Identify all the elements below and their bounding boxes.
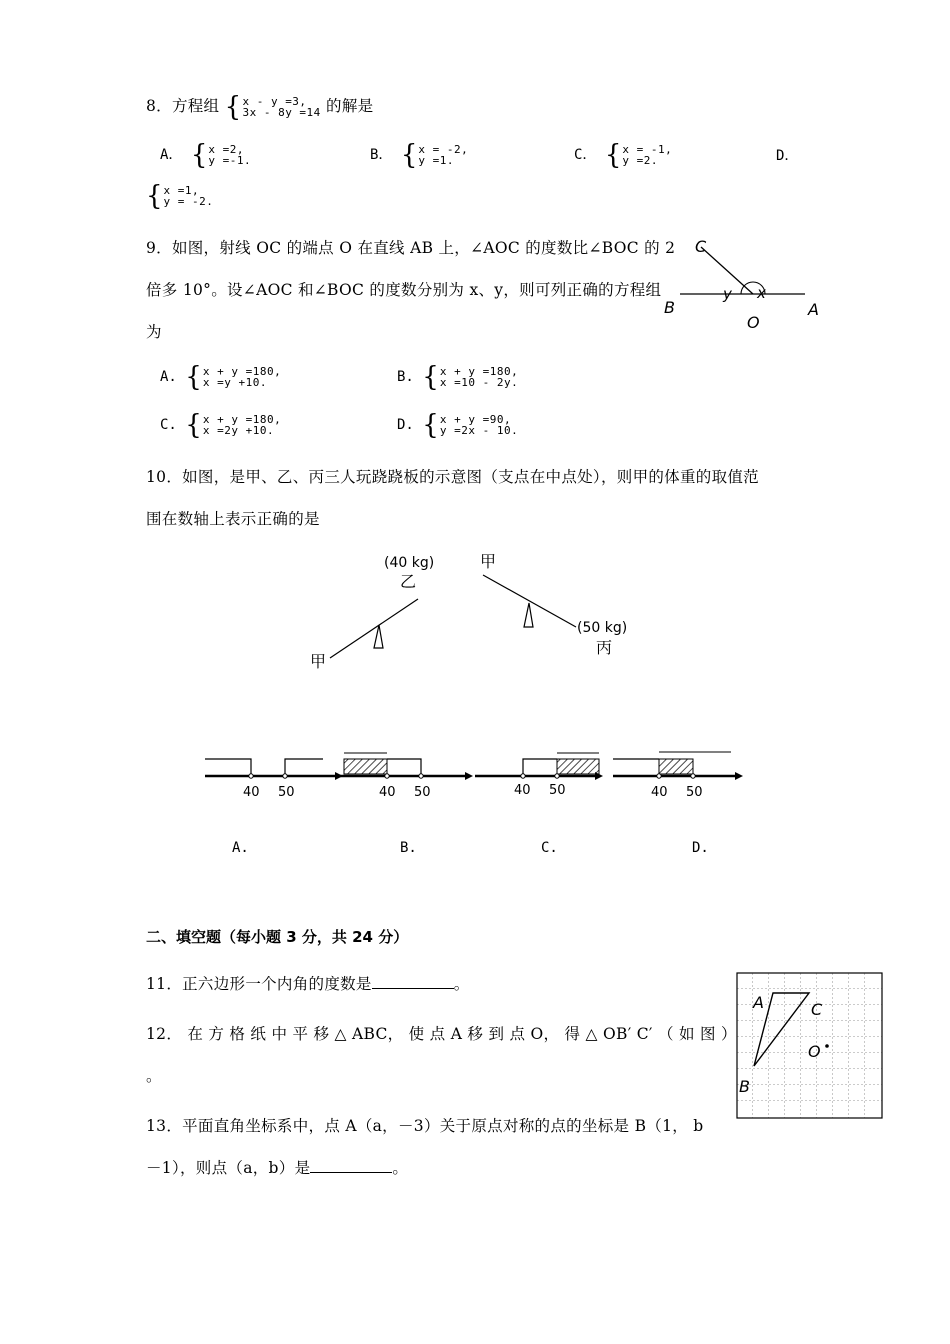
q8-system [224,91,321,123]
option-label: D． [776,148,799,164]
axis-d-tick-50: 50 [686,785,703,800]
axis-b-tick-50: 50 [414,785,431,800]
q11-answer-blank[interactable] [372,974,454,989]
axis-c[interactable] [475,753,603,798]
option-system [604,139,673,171]
axis-b-point-40 [385,774,389,778]
brace-icon: { [185,361,202,393]
option-eq2: x =2y +10. [202,424,275,437]
q12-grid-figure [735,971,885,1121]
axis-b[interactable] [340,753,473,800]
q12-line2: 。 [146,1067,162,1085]
point-o [825,1044,829,1048]
option-eq2: x =10 - 2y. [439,376,519,389]
axis-a-tick-40: 40 [243,785,260,800]
q9-line1: 9．如图，射线 OC 的端点 O 在直线 AB 上，∠AOC 的度数比∠BOC 的 2 [146,239,676,257]
brace-icon: { [146,180,163,212]
axis-b-ray [387,759,421,776]
axis-a-left-ray [205,759,251,776]
axis-b-point-50 [419,774,423,778]
label-c: C [695,237,707,256]
option-eq2: y =2x - 10. [439,424,519,437]
q13-line1: 13．平面直角坐标系中，点 A（a，－3）关于原点对称的点的坐标是 B（1， b [146,1117,704,1135]
option-lines [208,144,251,166]
q13-prefix: －1），则点（a，b）是 [146,1159,311,1177]
label-y: y [723,285,732,303]
brace-icon: { [422,409,439,441]
q8-eq1: x - y =3, [242,95,307,108]
q9-option-a[interactable] [160,361,282,393]
option-eq1: x =2, [208,143,245,156]
option-label: B． [370,147,393,163]
q8-option-c[interactable] [574,139,673,171]
option-label: D. [397,417,414,433]
q9-option-b[interactable] [397,361,519,393]
q10-option-c[interactable]: C. [541,840,558,856]
arrow-icon [465,772,473,780]
label-x: x [757,284,766,302]
q11-suffix: 。 [453,975,470,993]
axis-d-tick-40: 40 [651,785,668,800]
arrow-icon [735,772,743,780]
option-eq1: x + y =180, [202,365,282,378]
q8-prefix: 8．方程组 [146,97,220,115]
axis-c-ray [523,759,557,776]
axis-a-tick-50: 50 [278,785,295,800]
q13-suffix: 。 [392,1159,409,1177]
option-eq2: y =2. [622,154,659,167]
option-system [185,409,282,441]
option-system [400,139,469,171]
seesaw-right-top-label: 甲 [480,552,497,571]
axis-a-right-ray [285,759,323,776]
option-lines [440,366,518,388]
q10-line1: 10．如图，是甲、乙、丙三人玩跷跷板的示意图（支点在中点处），则甲的体重的取值范 [146,468,759,486]
q9-line2: 倍多 10°。设∠AOC 和∠BOC 的度数分别为 x、y，则可列正确的方程组 [146,281,662,299]
q8-eq2: 3x - 8y =14 [242,106,321,119]
option-eq1: x + y =180, [439,365,519,378]
option-lines [203,414,281,436]
option-label: A． [160,147,183,163]
q9-line3: 为 [146,323,162,341]
option-system [185,361,282,393]
seesaw-left-board [330,599,418,658]
q8-system-lines [242,96,320,118]
label-a: A [753,993,764,1012]
option-eq1: x =1, [163,184,200,197]
option-eq2: x =y +10. [202,376,267,389]
q11 [146,972,470,994]
option-label: A. [160,369,177,385]
option-label: C． [574,147,597,163]
seesaw-left-fulcrum [374,625,383,648]
q9-option-c[interactable] [160,409,282,441]
axis-a[interactable] [205,759,343,800]
option-system [422,409,519,441]
axis-b-tick-40: 40 [379,785,396,800]
seesaw-left-bottom-label: 甲 [310,652,327,671]
option-eq1: x + y =90, [439,413,512,426]
seesaw-right-bottom-label: 丙 [596,638,613,657]
option-eq1: x = -2, [418,143,469,156]
q10-option-d[interactable]: D. [692,840,709,856]
axis-a-point-50 [283,774,287,778]
option-eq2: y =1. [418,154,455,167]
seesaw-left-weight: (40 kg) [384,555,435,571]
q10-number-lines [195,735,755,810]
seesaw-right-board [483,575,576,627]
q8-option-a[interactable] [160,139,252,171]
q8-option-d[interactable] [146,180,214,212]
q12-line1: 12． 在 方 格 纸 中 平 移 △ ABC， 使 点 A 移 到 点 O， 得 △ OB′ C′ （ 如 图 ） [146,1025,737,1043]
label-o: O [747,313,760,332]
option-lines [203,366,281,388]
axis-c-point-40 [521,774,525,778]
axis-a-point-40 [249,774,253,778]
q10-line2: 围在数轴上表示正确的是 [146,510,320,528]
axis-c-hatched [557,759,599,774]
brace-icon: { [190,139,208,171]
q10-seesaw-figure [300,545,650,680]
q9-option-d[interactable] [397,409,519,441]
q10-option-b[interactable]: B. [400,840,417,856]
brace-icon: { [422,361,439,393]
option-system [190,139,252,171]
option-lines [164,185,214,207]
option-system [422,361,519,393]
axis-c-point-50 [555,774,559,778]
axis-d-hatched [659,759,693,774]
label-a: A [808,300,819,319]
option-eq2: y =-1. [208,154,252,167]
option-eq1: x + y =180, [202,413,282,426]
q11-prefix: 11．正六边形一个内角的度数是 [146,975,372,993]
label-o: O [808,1042,821,1061]
q8-stem [146,91,374,123]
q8-option-d-label[interactable] [776,145,798,165]
axis-d-point-40 [657,774,661,778]
q8-option-b[interactable] [370,139,469,171]
q13-line2 [146,1156,408,1178]
axis-d[interactable] [613,752,743,800]
axis-c-tick-40: 40 [514,783,531,798]
brace-icon: { [400,139,418,171]
section-title: 二、填空题（每小题 3 分，共 24 分） [146,928,409,946]
option-eq1: x = -1, [622,143,673,156]
label-b: B [739,1077,750,1096]
q8-suffix: 的解是 [326,97,374,115]
axis-b-hatched [344,759,387,774]
seesaw-right-fulcrum [524,603,533,627]
option-system [146,180,214,212]
option-lines [440,414,518,436]
seesaw-left-top-label: 乙 [400,572,417,591]
option-eq2: y = -2. [163,195,214,208]
brace-icon: { [185,409,202,441]
option-lines [622,144,672,166]
option-lines [418,144,468,166]
axis-d-point-50 [691,774,695,778]
label-c: C [811,1000,823,1019]
option-label: C. [160,417,177,433]
option-label: B. [397,369,414,385]
axis-c-tick-50: 50 [549,783,566,798]
brace-icon: { [224,91,242,123]
seesaw-right-weight: (50 kg) [577,620,628,636]
q13-answer-blank[interactable] [310,1158,392,1173]
brace-icon: { [604,139,622,171]
label-b: B [664,298,675,317]
q10-option-a[interactable]: A. [232,840,249,856]
q9-angle-figure [655,235,835,335]
